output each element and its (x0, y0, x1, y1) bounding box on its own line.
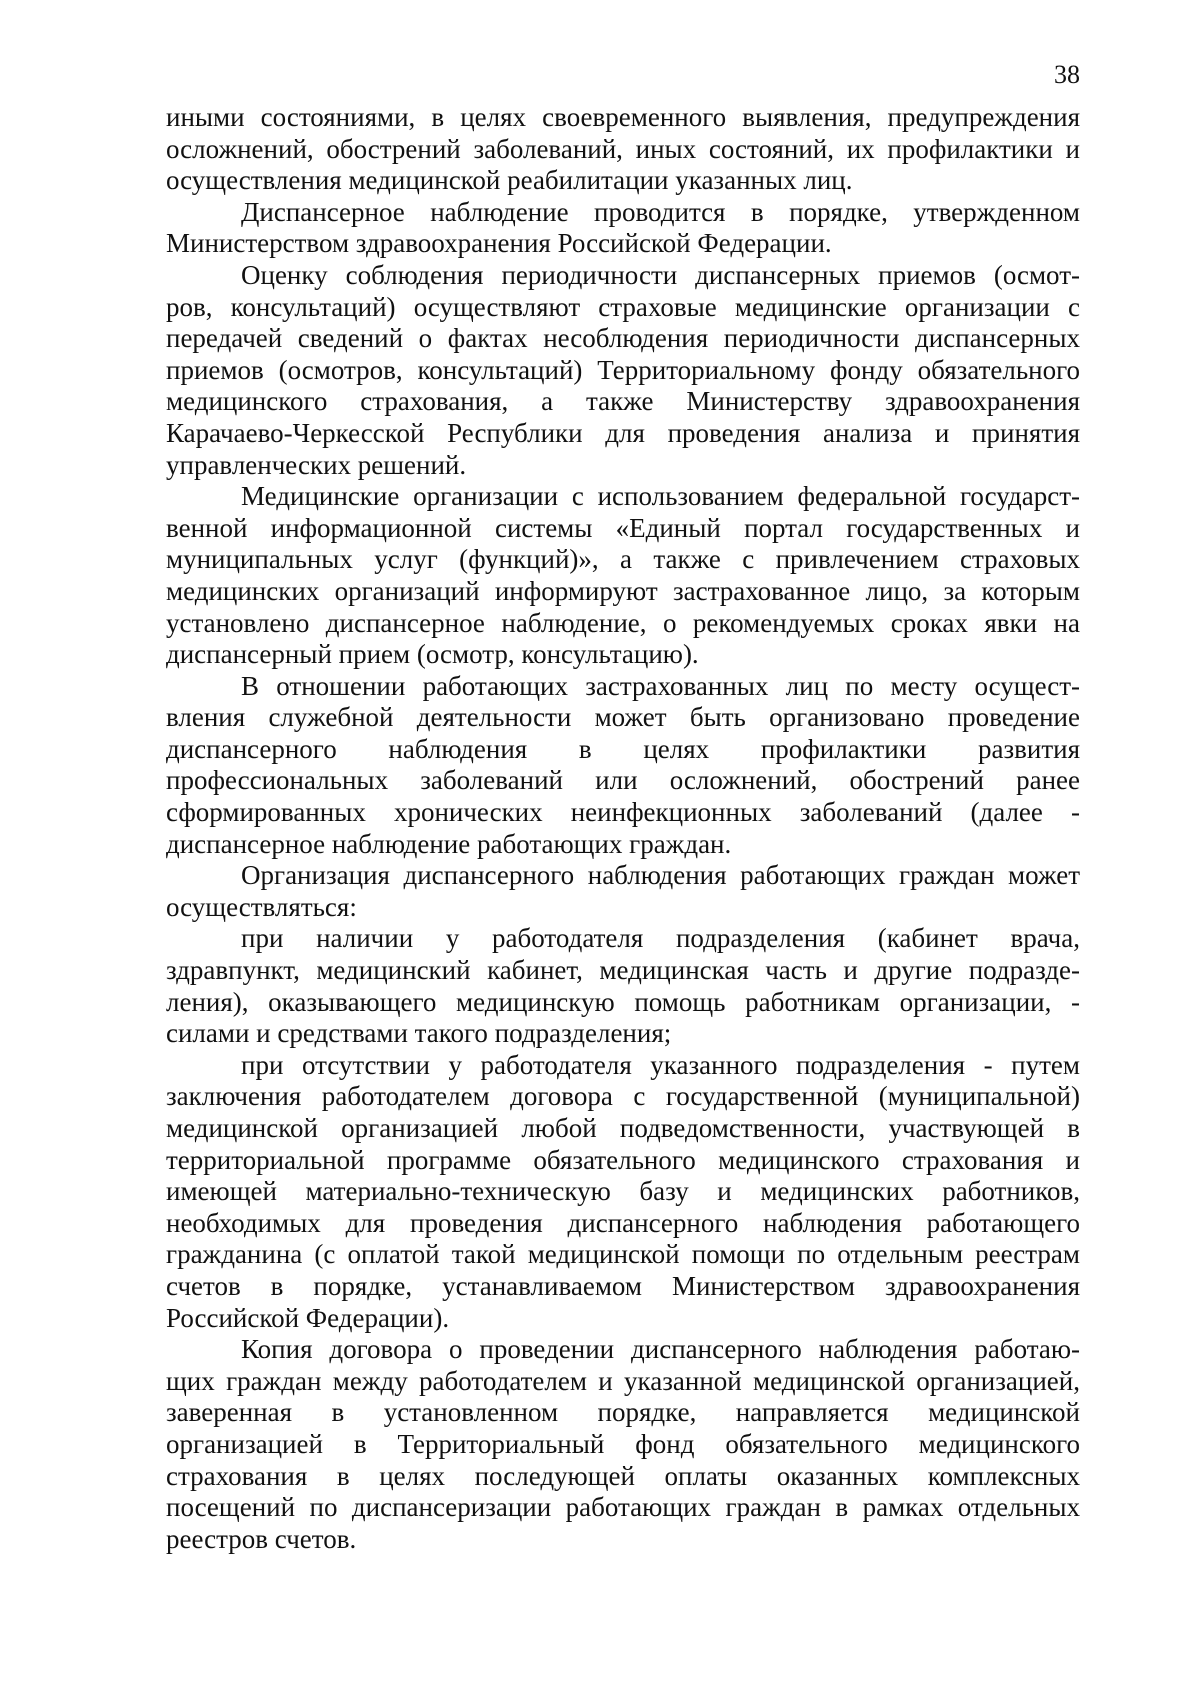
paragraph (166, 923, 1080, 1049)
text-line: Российской Федерации). (166, 1302, 450, 1333)
paragraph (166, 481, 1080, 671)
paragraph (166, 197, 1080, 260)
text-line: иными состояниями, в целях своевременного выявления, предупреждения (166, 102, 1080, 132)
text-line: реестров счетов. (166, 1523, 357, 1554)
paragraph (166, 1050, 1080, 1334)
text-line: Медицинские организации с использованием федеральной государст- (241, 481, 1080, 512)
text-line: диспансерного наблюдения в целях профилактики развития (166, 733, 1080, 764)
text-line: Копия договора о проведении диспансерного наблюдения работаю- (241, 1334, 1080, 1365)
text-line: профессиональных заболеваний или осложнений, обострений ранее (166, 765, 1080, 796)
text-line: при отсутствии у работодателя указанного подразделения - путем (241, 1049, 1080, 1080)
text-line: установлено диспансерное наблюдение, о рекомендуемых сроках явки на (166, 607, 1080, 638)
paragraph (166, 102, 1080, 197)
text-line: при наличии у работодателя подразделения (кабинет врача, (241, 923, 1080, 954)
text-line: медицинского страхования, а также Министерству здравоохранения (166, 386, 1080, 417)
page-number: 38 (1054, 60, 1080, 89)
text-line: венной информационной системы «Единый портал государственных и (166, 512, 1080, 543)
text-line: гражданина (с оплатой такой медицинской помощи по отдельным реестрам (166, 1239, 1080, 1270)
text-line: заключения работодателем договора с государственной (муниципальной) (166, 1081, 1080, 1112)
text-line: медицинских организаций информируют застрахованное лицо, за которым (166, 575, 1080, 606)
text-line: передачей сведений о фактах несоблюдения периодичности диспансерных (166, 323, 1080, 354)
text-line: Диспансерное наблюдение проводится в порядке, утвержденном (241, 196, 1080, 227)
text-line: необходимых для проведения диспансерного наблюдения работающего (166, 1207, 1080, 1238)
paragraph (166, 1334, 1080, 1555)
text-line: ления), оказывающего медицинскую помощь работникам организации, - (166, 986, 1080, 1017)
text-line: счетов в порядке, устанавливаемом Министерством здравоохранения (166, 1270, 1080, 1301)
text-line: щих граждан между работодателем и указанной медицинской организацией, (166, 1365, 1080, 1396)
text-line: осложнений, обострений заболеваний, иных состояний, их профилактики и (166, 133, 1080, 164)
text-line: вления служебной деятельности может быть организовано проведение (166, 702, 1080, 733)
text-line: заверенная в установленном порядке, направляется медицинской (166, 1397, 1080, 1428)
paragraph (166, 671, 1080, 861)
text-line: диспансерное наблюдение работающих граждан. (166, 828, 732, 859)
text-line: управленческих решений. (166, 449, 467, 480)
text-line: муниципальных услуг (функций)», а также с привлечением страховых (166, 544, 1080, 575)
text-line: ров, консультаций) осуществляют страховые медицинские организации с (166, 291, 1080, 322)
text-line: медицинской организацией любой подведомственности, участвующей в (166, 1113, 1080, 1143)
paragraph (166, 260, 1080, 481)
text-line: Министерством здравоохранения Российской Федерации. (166, 228, 832, 259)
text-line: осуществления медицинской реабилитации указанных лиц. (166, 165, 853, 196)
text-line: территориальной программе обязательного медицинского страхования и (166, 1144, 1080, 1175)
text-line: приемов (осмотров, консультаций) Территориальному фонду обязательного (166, 354, 1080, 385)
text-line: Карачаево-Черкесской Республики для проведения анализа и принятия (166, 417, 1080, 448)
text-line: силами и средствами такого подразделения; (166, 1018, 672, 1049)
document-body (166, 102, 1080, 1555)
text-line: организацией в Территориальный фонд обязательного медицинского (166, 1428, 1080, 1459)
text-line: имеющей материально-техническую базу и медицинских работников, (166, 1176, 1080, 1207)
text-line: здравпункт, медицинский кабинет, медицинская часть и другие подразде- (166, 955, 1080, 986)
text-line: Организация диспансерного наблюдения работающих граждан может (241, 860, 1080, 891)
text-line: Оценку соблюдения периодичности диспансерных приемов (осмот- (241, 259, 1080, 290)
text-line: В отношении работающих застрахованных лиц по месту осущест- (241, 670, 1080, 701)
text-line: диспансерный прием (осмотр, консультацию). (166, 639, 699, 670)
paragraph (166, 860, 1080, 923)
text-line: посещений по диспансеризации работающих граждан в рамках отдельных (166, 1492, 1080, 1523)
text-line: страхования в целях последующей оплаты оказанных комплексных (166, 1460, 1080, 1491)
text-line: осуществляться: (166, 891, 357, 922)
text-line: сформированных хронических неинфекционных заболеваний (далее - (166, 797, 1080, 828)
